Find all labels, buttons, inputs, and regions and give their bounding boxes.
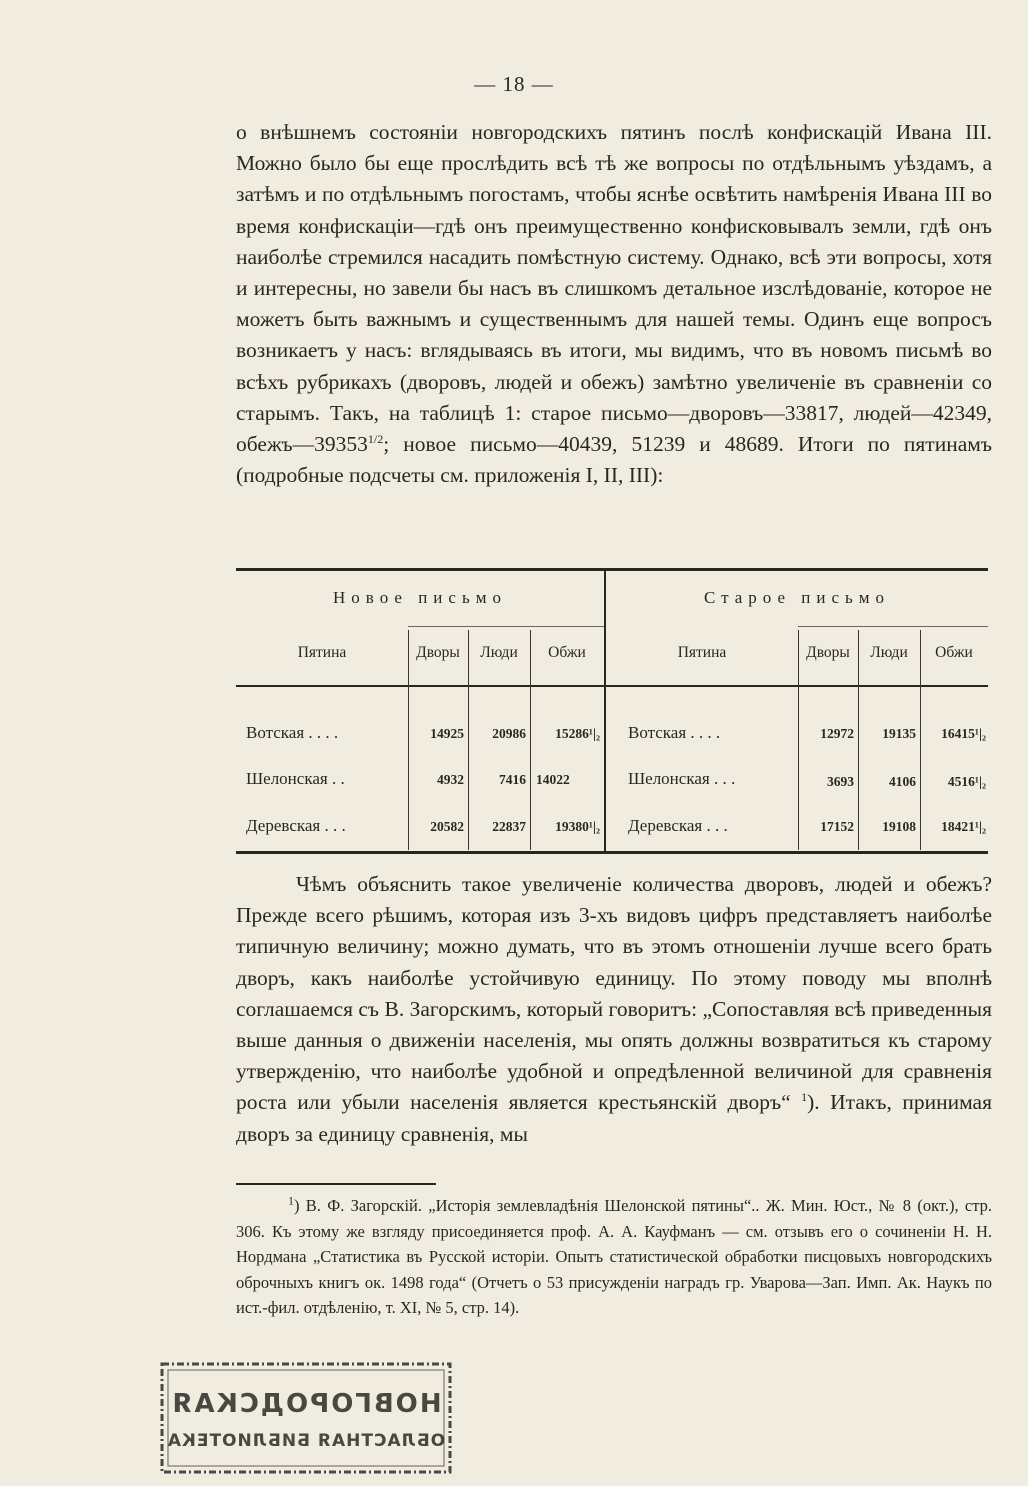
paragraph-1	[236, 117, 992, 491]
old-col-dvory: Дворы	[806, 644, 850, 661]
paragraph-2-text: Чѣмъ объяснить такое увеличенiе количества дворовъ, людей и обежъ? Прежде всего рѣшимъ, которая изъ 3-хъ видовъ цифръ представляетъ наиболѣе типичную величину; можно думать, что въ этомъ отношенiи лучше всего брать дворъ, какъ наиболѣе устойчивую единицу. По этому поводу мы вполнѣ соглашаемся съ В. Загорскимъ, который говоритъ: „Сопоставляя всѣ приведенныя выше данныя о движенiи населенiя, мы опять должны возвратиться къ старому утвержденiю, что наиболѣе удобной и опредѣленной величиной для сравненiя роста или убыли населенiя является крестьянскiй дворъ“	[236, 872, 992, 1115]
old-row-2-name: Шелонская . . .	[628, 769, 736, 788]
footnote	[236, 1193, 992, 1321]
new-col-pyatina: Пятина	[297, 644, 347, 661]
old-col-obzhi: Обжи	[935, 644, 973, 661]
old-row-3-lyudi: 19108	[882, 819, 916, 834]
old-row-1-obzhi: 16415¹|₂	[941, 726, 986, 741]
new-sub-rule	[408, 626, 604, 627]
old-row-2-dvory: 3693	[827, 774, 854, 789]
paragraph-1-end: ; новое письмо—40439, 51239 и 48689. Итоги по пятинамъ (подробные подсчеты см. приложенiя I, II, III):	[236, 432, 992, 488]
paragraph-2-end: ). Итакъ, принимая дворъ за единицу сравненiя, мы	[236, 1090, 992, 1146]
svg-text:НОВГОРОДСКАЯ: НОВГОРОДСКАЯ	[170, 1389, 442, 1419]
old-row-3-obzhi: 18421¹|₂	[941, 819, 986, 834]
old-row-2-obzhi: 4516¹|₂	[947, 774, 986, 789]
new-row-3-obzhi: 19380¹|₂	[555, 819, 600, 834]
footnote-text: ) В. Ф. Загорскiй. „Исторiя землевладѣнiя Шелонской пятины“.. Ж. Мин. Юст., № 8 (окт.), стр. 306. Къ этому же взгляду присоединяется проф. А. А. Кауфманъ — см. отзывъ его о сочиненiи Н. Н. Нордмана „Статистика въ Русской исторiи. Опытъ статистической обработки писцовыхъ новгородскихъ оброчныхъ книгъ ок. 1498 года“ (Отчетъ о 53 присужденiи наградъ гр. Уварова—Зап. Имп. Ак. Наукъ по ист.-фил. отдѣленiю, т. XI, № 5, стр. 14).	[236, 1196, 992, 1318]
new-row-2-dvory: 4932	[437, 772, 464, 787]
old-sub-rule	[798, 626, 988, 627]
library-stamp-graphic	[158, 1360, 454, 1476]
new-row-1-obzhi: 15286¹|₂	[555, 726, 600, 741]
new-writing-header: Новое письмо	[333, 588, 507, 607]
old-row-1-dvory: 12972	[820, 726, 854, 741]
table-bottom-rule	[236, 851, 988, 854]
old-writing-header: Старое письмо	[703, 588, 891, 607]
svg-text:ОБЛАСТНАЯ БИБЛИОТЕКА: ОБЛАСТНАЯ БИБЛИОТЕКА	[166, 1431, 446, 1451]
paragraph-1-text: о внѣшнемъ состоянiи новгородскихъ пятинъ послѣ конфискацiй Ивана III. Можно было бы еще прослѣдить всѣ тѣ же вопросы по отдѣльнымъ уѣздамъ, а затѣмъ и по отдѣльнымъ погостамъ, чтобы яснѣе освѣтить намѣренiя Ивана III во время конфискацiи—гдѣ онъ преимущественно конфисковывалъ земли, гдѣ онъ наиболѣе стремился насадить помѣстную систему. Однако, всѣ эти вопросы, хотя и интересны, но завели бы насъ въ слишкомъ детальное изслѣдованiе, которое не можетъ быть важнымъ и существеннымъ для нашей темы. Одинъ еще вопросъ возникаетъ у насъ: вглядываясь въ итоги, мы видимъ, что въ новомъ письмѣ во всѣхъ рубрикахъ (дворовъ, людей и обежъ) замѣтно увеличенiе въ сравненiи со старымъ. Такъ, на таблицѣ 1: старое письмо—дворовъ—33817, людей—42349, обежъ—39353	[236, 120, 992, 457]
new-row-3-dvory: 20582	[430, 819, 464, 834]
old-row-1-lyudi: 19135	[882, 726, 916, 741]
new-row-3-lyudi: 22837	[492, 819, 526, 834]
library-stamp	[158, 1360, 454, 1476]
footnote-rule	[236, 1183, 436, 1185]
old-row-3-dvory: 17152	[820, 819, 854, 834]
old-row-2-lyudi: 4106	[889, 774, 916, 789]
new-col-obzhi: Обжи	[548, 644, 586, 661]
new-col-lyudi: Люди	[480, 644, 518, 661]
statistics-table	[236, 568, 988, 856]
table-header-rule	[236, 685, 988, 687]
table-center-divider	[604, 571, 606, 851]
old-row-3-name: Деревская . . .	[628, 816, 728, 835]
table-top-rule	[236, 568, 988, 571]
new-row-2-lyudi: 7416	[499, 772, 526, 787]
new-row-1-lyudi: 20986	[492, 726, 526, 741]
new-row-1-name: Вотская . . . .	[246, 723, 339, 742]
new-row-2-obzhi: 14022	[536, 772, 570, 787]
new-col-dvory: Дворы	[416, 644, 460, 661]
footnote-reference: 1	[801, 1090, 808, 1105]
fraction: 1/2	[367, 431, 384, 446]
footnote-marker: 1	[288, 1193, 294, 1208]
old-col-pyatina: Пятина	[677, 644, 727, 661]
new-row-2-name: Шелонская . .	[246, 769, 345, 788]
page-number: — 18 —	[474, 72, 554, 96]
old-row-1-name: Вотская . . . .	[628, 723, 721, 742]
old-col-lyudi: Люди	[870, 644, 908, 661]
new-row-1-dvory: 14925	[430, 726, 464, 741]
paragraph-2	[236, 869, 992, 1150]
new-row-3-name: Деревская . . .	[246, 816, 346, 835]
